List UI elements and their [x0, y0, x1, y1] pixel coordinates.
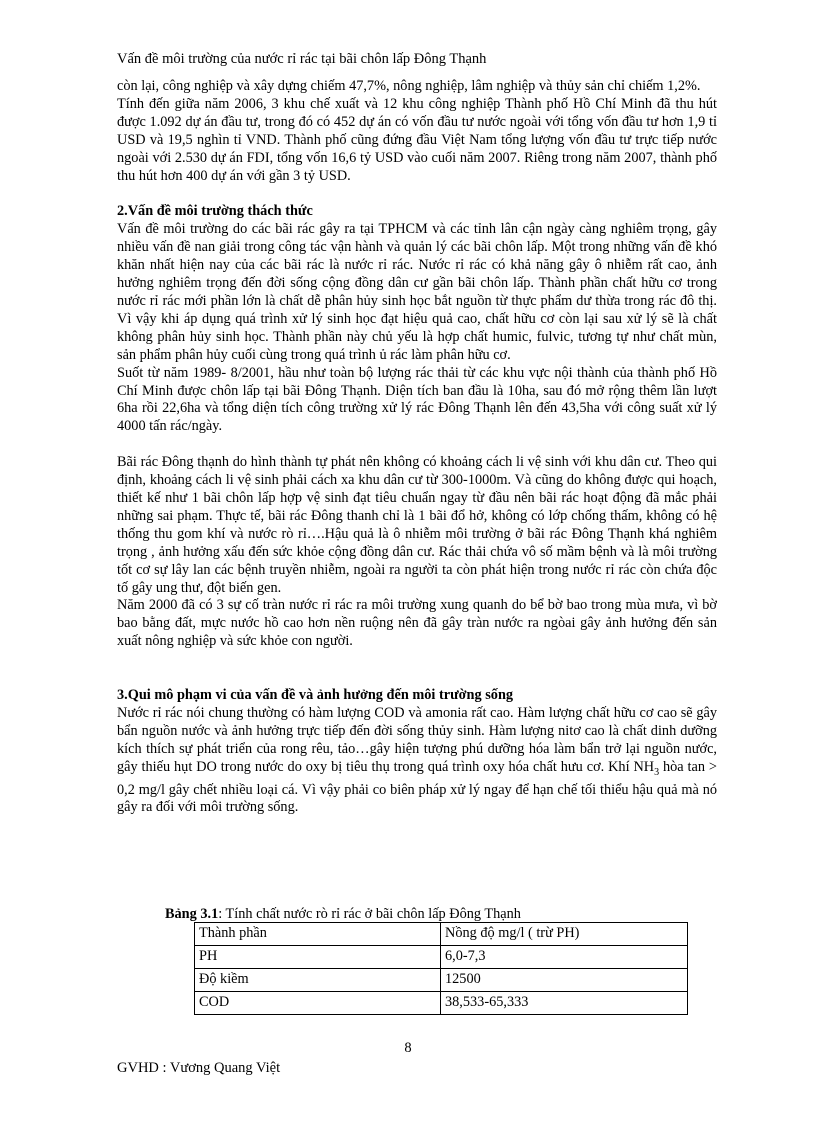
running-header: Vấn đề môi trường của nước rỉ rác tại bãi chôn lấp Đông Thạnh: [117, 51, 487, 67]
table-cell: PH: [195, 946, 441, 969]
table-header-row: [195, 923, 688, 946]
table-caption: [165, 905, 521, 923]
table-row: [195, 946, 688, 969]
table-caption-text: : Tính chất nước rò rỉ rác ở bãi chôn lấp Đông Thạnh: [218, 906, 521, 922]
table-row: [195, 969, 688, 992]
table-header-cell: Nồng độ mg/l ( trừ PH): [441, 923, 688, 946]
table-row: [195, 992, 688, 1015]
table-header-cell: Thành phần: [195, 923, 441, 946]
main-content: [117, 78, 717, 817]
section-2-paragraph-3: Bãi rác Đông thạnh do hình thành tự phát nên không có khoảng cách li vệ sinh với khu dân cư. Theo qui định, khoảng cách li vệ sinh phải cách xa khu dân cư từ 300-1000m. Và cũng do không được qui hoạch, thiết kế như 1 bãi chôn lấp hợp vệ sinh đạt tiêu chuẩn ngay từ đầu nên bãi rác hoạt động đã mắc phải những sai phạm. Thực tế, bãi rác Đông thanh chỉ là 1 bãi đổ hở, không có lớp chống thấm, không có hệ thống thu gom khí và nước rò rỉ….Hậu quả là ô nhiễm môi trường ở bãi rác Đông Thạnh khá nghiêm trọng , ảnh hưởng xấu đến sức khỏe cộng đồng dân cư. Rác thải chứa vô số mầm bệnh và là môi trường tốt cơ sự lây lan các bệnh truyền nhiễm, ngoài ra người ta còn phát hiện trong nước rỉ rác còn chứa độc tố gây ung thư, đột biến gen.: [117, 454, 717, 596]
section-3-paragraph-1: Nước rỉ rác nói chung thường có hàm lượng COD và amonia rất cao. Hàm lượng chất hữu cơ cao sẽ gây bẩn nguồn nước và ảnh hưởng trực tiếp đến đời sống thủy sinh. Hàm lượng nitơ cao là chất dinh dưỡng kích thích sự phát triển của rong rêu, tảo…gây hiện tượng phú dưỡng hóa làm bẩn trở lại nguồn nước, gây thiếu hụt DO trong nước do oxy bị tiêu thụ trong quá trình oxy hóa chất hưu cơ. Khí $NH_3$ hòa tan > 0,2 mg/l gây chết nhiều loại cá. Vì vậy phải co biên pháp xử lý ngay để hạn chế tối thiểu hậu quả mà nó gây ra đối với môi trường sống.: [117, 705, 717, 816]
intro-paragraph-2: Tính đến giữa năm 2006, 3 khu chế xuất và 12 khu công nghiệp Thành phố Hồ Chí Minh đã thu hút được 1.092 dự án đầu tư, trong đó có 452 dự án có vốn đầu tư nước ngoài với tổng vốn đầu tư hơn 1,9 tỉ USD và 19,5 nghìn tỉ VND. Thành phố cũng đứng đầu Việt Nam tổng lượng vốn đầu tư trực tiếp nước ngoài với 2.530 dự án FDI, tổng vốn 16,6 tỷ USD vào cuối năm 2007. Riêng trong năm 2007, thành phố thu hút hơn 400 dự án với gần 3 tỷ USD.: [117, 95, 717, 184]
table-caption-label: Bảng 3.1: [165, 906, 219, 922]
table-cell: COD: [195, 992, 441, 1015]
section-3-heading: 3.Qui mô phạm vi của vấn đề và ảnh hưởng đến môi trường sống: [117, 687, 514, 704]
intro-paragraph-1: còn lại, công nghiệp và xây dựng chiếm 47,7%, nông nghiệp, lâm nghiệp và thủy sản chỉ chiếm 1,2%.: [117, 78, 701, 94]
section-2-paragraph-1: Vấn đề môi trường do các bãi rác gây ra tại TPHCM và các tỉnh lân cận ngày càng nghiêm trọng, gây nhiều vấn đề nan giải trong công tác vận hành và quản lý các bãi chôn lấp. Một trong những vấn đề khó khăn nhất hiện nay của các bãi rác là nước rỉ rác. Nước rỉ rác có khả năng gây ô nhiễm rất cao, ảnh hưởng nghiêm trọng đến đời sống cộng đồng dân cư gần bãi chôn lấp. Thành phần chất hữu cơ trong nước rỉ rác mới phần lớn là chất dễ phân hủy sinh học bắt nguồn từ thực phẩm dư thừa trong rác đô thị. Vì vậy khi áp dụng quá trình xử lý sinh học đạt hiệu quả cao, chất hữu cơ còn lại sau xử lý sẽ là chất không phân hủy sinh học. Thành phần này chủ yếu là hợp chất humic, fulvic, tương tự như chất mùn, sản phẩm phân hủy cuối cùng trong quá trình ủ rác làm phân hữu cơ.: [117, 221, 717, 363]
table-cell: 6,0-7,3: [441, 946, 688, 969]
page-number: 8: [404, 1040, 412, 1056]
section-2-paragraph-2: Suốt từ năm 1989- 8/2001, hầu như toàn bộ lượng rác thải từ các khu vực nội thành của thành phố Hồ Chí Minh được chôn lấp tại bãi Đông Thạnh. Diện tích ban đầu là 10ha, sau đó mở rộng thêm lần lượt 6ha rồi 22,6ha và tổng diện tích công trường xử lý rác Đông Thạnh lên đến 43,5ha với công suất xử lý 4000 tấn rác/ngày.: [117, 364, 717, 435]
table-cell: Độ kiềm: [195, 969, 441, 992]
table-cell: 38,533-65,333: [441, 992, 688, 1015]
section-2-heading: 2.Vấn đề môi trường thách thức: [117, 203, 313, 220]
section-2-paragraph-4: Năm 2000 đã có 3 sự cố tràn nước rỉ rác ra môi trường xung quanh do bể bờ bao trong mùa mưa, vì bờ bao bằng đất, mực nước hồ cao hơn nền ruộng nên đã gây tràn nước ra ngòai gây ảnh hưởng đến sản xuất nông nghiệp và sức khỏe con người.: [117, 597, 717, 650]
leachate-properties-table: [194, 922, 688, 1015]
footer-advisor: GVHD : Vương Quang Việt: [117, 1060, 281, 1076]
table-cell: 12500: [441, 969, 688, 992]
